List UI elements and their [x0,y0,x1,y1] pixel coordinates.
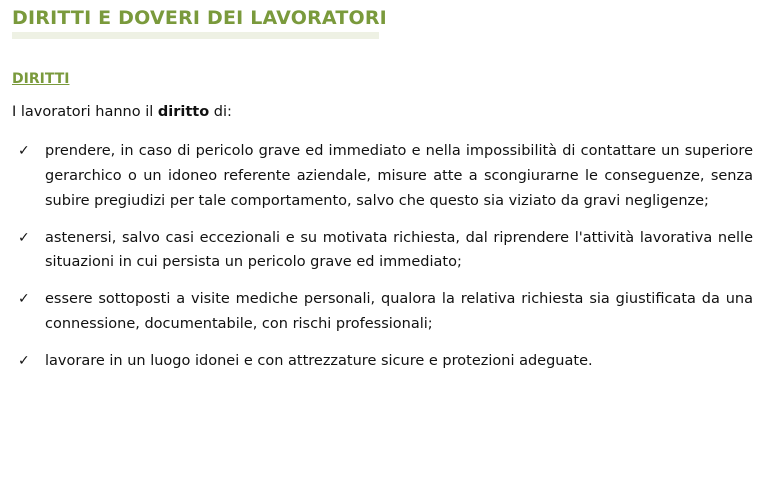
list-item [12,139,753,214]
section-heading-diritti: DIRITTI [12,70,70,87]
intro-suffix: di: [209,103,232,120]
title-underline-bar [12,32,379,39]
list-item-text: astenersi, salvo casi eccezionali e su motivata richiesta, dal riprendere l'attività lavorativa nelle situazioni in cui persista un pericolo grave ed immediato; [45,229,753,271]
list-item [12,226,753,276]
check-icon: ✓ [18,229,30,246]
list-item-text: essere sottoposti a visite mediche personali, qualora la relativa richiesta sia giustificata da una connessione, documentabile, con rischi professionali; [45,291,753,333]
rights-list [12,139,753,375]
check-icon: ✓ [18,142,30,159]
list-item-text: lavorare in un luogo idonei e con attrezzature sicure e protezioni adeguate. [45,353,593,370]
check-icon: ✓ [18,291,30,308]
intro-prefix: I lavoratori hanno il [12,103,158,120]
list-item [12,349,753,374]
list-item [12,287,753,337]
intro-bold-word: diritto [157,103,210,120]
check-icon: ✓ [18,353,30,370]
page-title: DIRITTI E DOVERI DEI LAVORATORI [12,7,387,29]
list-item-text: prendere, in caso di pericolo grave ed immediato e nella impossibilità di contattare un superiore gerarchico o un idoneo referente aziendale, misure atte a scongiurarne le conseguenze, senza subire pregiudizi per tale comportamento, salvo che questo sia viziato da gravi negligenze; [45,142,753,209]
intro-paragraph [12,103,753,122]
